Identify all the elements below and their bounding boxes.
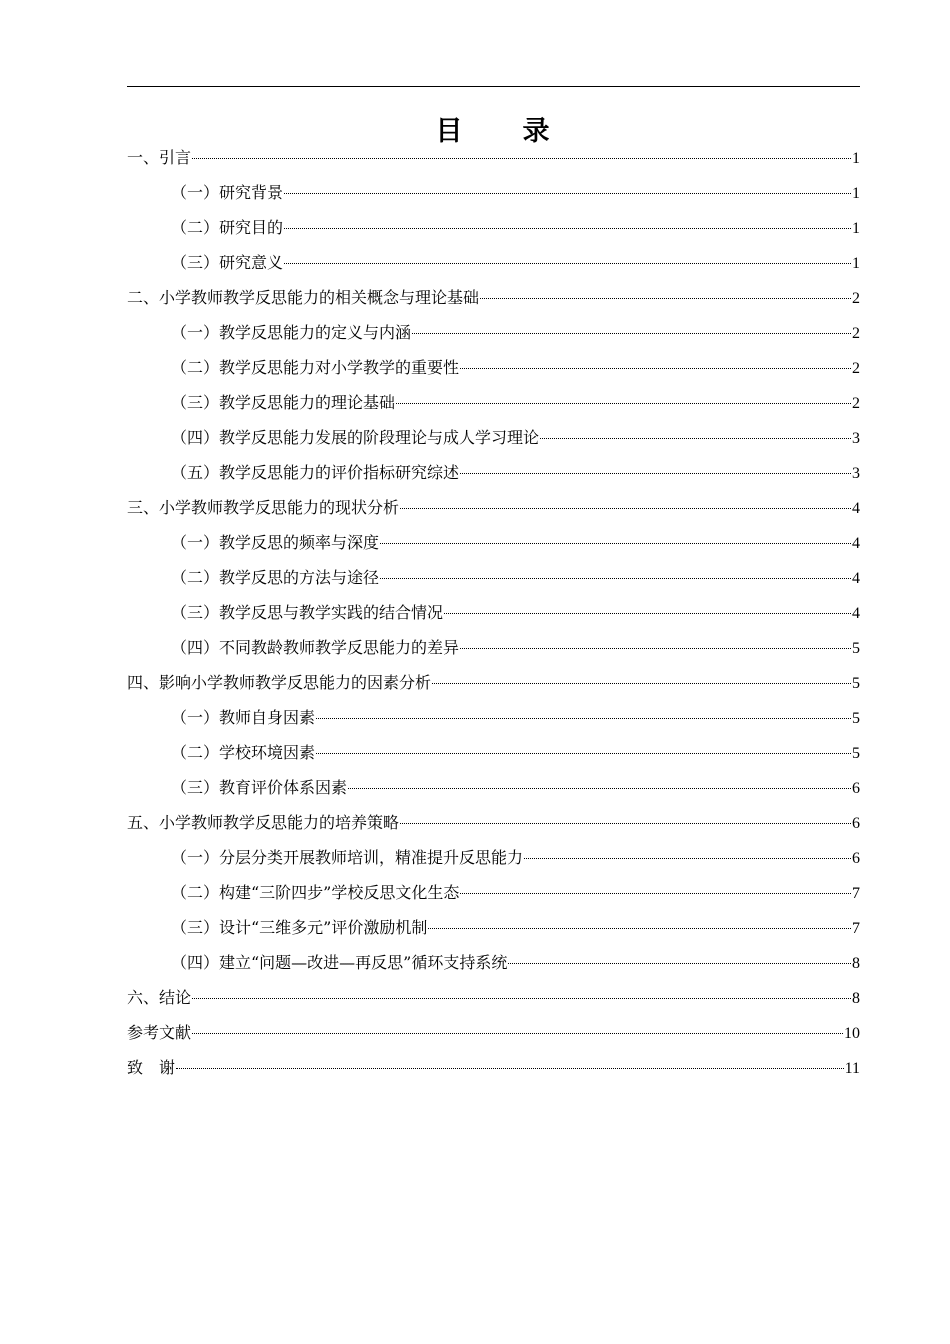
toc-page-number: 8 [852, 955, 860, 972]
toc-page-number: 6 [852, 780, 860, 797]
toc-section-entry[interactable] [127, 525, 860, 560]
toc-page-number: 4 [852, 605, 860, 622]
toc-dot-leader [480, 298, 851, 299]
toc-page-number: 6 [852, 850, 860, 867]
toc-page-number: 5 [852, 640, 860, 657]
toc-dot-leader [284, 228, 851, 229]
toc-page-number: 1 [852, 150, 860, 167]
toc-entry-label: （五）教学反思能力的评价指标研究综述 [171, 463, 460, 482]
toc-dot-leader [540, 438, 851, 439]
toc-section-entry[interactable] [127, 735, 860, 770]
toc-dot-leader [316, 753, 851, 754]
toc-chapter-entry[interactable] [127, 665, 860, 700]
toc-entry-label: （三）教育评价体系因素 [171, 778, 348, 797]
toc-entry-label: 六、结论 [127, 988, 192, 1007]
toc-page-number: 5 [852, 745, 860, 762]
toc-section-entry[interactable] [127, 700, 860, 735]
toc-dot-leader [400, 508, 851, 509]
header-rule [127, 86, 860, 87]
toc-section-entry[interactable] [127, 630, 860, 665]
toc-page-number: 2 [852, 360, 860, 377]
toc-section-entry[interactable] [127, 315, 860, 350]
toc-entry-label: （二）构建“三阶四步”学校反思文化生态 [171, 883, 460, 902]
toc-section-entry[interactable] [127, 175, 860, 210]
toc-dot-leader [400, 823, 851, 824]
toc-entry-label: （一）分层分类开展教师培训，精准提升反思能力 [171, 848, 524, 867]
toc-section-entry[interactable] [127, 595, 860, 630]
toc-page-number: 7 [852, 885, 860, 902]
toc-entry-label: 二、小学教师教学反思能力的相关概念与理论基础 [127, 288, 480, 307]
toc-page-number: 1 [852, 220, 860, 237]
toc-page-number: 1 [852, 255, 860, 272]
toc-chapter-entry[interactable] [127, 490, 860, 525]
toc-entry-label: （四）不同教龄教师教学反思能力的差异 [171, 638, 460, 657]
toc-entry-label: （一）教师自身因素 [171, 708, 316, 727]
toc-page-number: 5 [852, 710, 860, 727]
toc-dot-leader [316, 718, 851, 719]
toc-dot-leader [432, 683, 851, 684]
toc-section-entry[interactable] [127, 245, 860, 280]
toc-dot-leader [284, 193, 851, 194]
toc-entry-label: （一）研究背景 [171, 183, 284, 202]
table-of-contents [127, 140, 860, 1085]
toc-page-number: 3 [852, 465, 860, 482]
toc-section-entry[interactable] [127, 420, 860, 455]
toc-entry-label: （一）教学反思的频率与深度 [171, 533, 380, 552]
toc-page-number: 10 [844, 1025, 860, 1042]
toc-chapter-entry[interactable] [127, 140, 860, 175]
toc-dot-leader [348, 788, 851, 789]
toc-dot-leader [192, 1033, 843, 1034]
toc-section-entry[interactable] [127, 560, 860, 595]
toc-section-entry[interactable] [127, 770, 860, 805]
toc-chapter-entry[interactable] [127, 280, 860, 315]
toc-page-number: 4 [852, 500, 860, 517]
toc-page-number: 2 [852, 290, 860, 307]
toc-entry-label: （二）教学反思能力对小学教学的重要性 [171, 358, 460, 377]
toc-dot-leader [460, 893, 851, 894]
toc-section-entry[interactable] [127, 385, 860, 420]
toc-entry-label: （四）建立“问题—改进—再反思”循环支持系统 [171, 953, 508, 972]
toc-chapter-entry[interactable] [127, 805, 860, 840]
toc-entry-label: 四、影响小学教师教学反思能力的因素分析 [127, 673, 432, 692]
toc-dot-leader [176, 1068, 844, 1069]
toc-dot-leader [192, 158, 851, 159]
toc-chapter-entry[interactable] [127, 980, 860, 1015]
toc-dot-leader [508, 963, 851, 964]
toc-page-number: 8 [852, 990, 860, 1007]
toc-dot-leader [412, 333, 851, 334]
toc-chapter-entry[interactable] [127, 1015, 860, 1050]
toc-dot-leader [444, 613, 851, 614]
toc-page-number: 1 [852, 185, 860, 202]
toc-dot-leader [460, 368, 851, 369]
toc-entry-label: 参考文献 [127, 1023, 192, 1042]
toc-page-number: 4 [852, 535, 860, 552]
toc-entry-label: 一、引言 [127, 148, 192, 167]
toc-section-entry[interactable] [127, 350, 860, 385]
toc-section-entry[interactable] [127, 210, 860, 245]
toc-chapter-entry[interactable] [127, 1050, 860, 1085]
toc-page-number: 7 [852, 920, 860, 937]
toc-page-number: 6 [852, 815, 860, 832]
toc-entry-label: （三）设计“三维多元”评价激励机制 [171, 918, 428, 937]
toc-entry-label: （二）教学反思的方法与途径 [171, 568, 380, 587]
toc-page-number: 2 [852, 325, 860, 342]
toc-dot-leader [284, 263, 851, 264]
toc-page-number: 2 [852, 395, 860, 412]
toc-section-entry[interactable] [127, 945, 860, 980]
toc-entry-label: （二）学校环境因素 [171, 743, 316, 762]
toc-page-number: 11 [844, 1060, 860, 1077]
toc-dot-leader [524, 858, 851, 859]
toc-page-number: 4 [852, 570, 860, 587]
toc-section-entry[interactable] [127, 875, 860, 910]
toc-dot-leader [192, 998, 851, 999]
toc-dot-leader [428, 928, 851, 929]
toc-entry-label: 三、小学教师教学反思能力的现状分析 [127, 498, 400, 517]
toc-entry-label: （一）教学反思能力的定义与内涵 [171, 323, 412, 342]
toc-entry-label: 致 谢 [127, 1058, 176, 1077]
toc-section-entry[interactable] [127, 910, 860, 945]
toc-entry-label: （三）教学反思与教学实践的结合情况 [171, 603, 444, 622]
toc-dot-leader [380, 543, 851, 544]
toc-section-entry[interactable] [127, 455, 860, 490]
toc-entry-label: （三）教学反思能力的理论基础 [171, 393, 396, 412]
toc-entry-label: 五、小学教师教学反思能力的培养策略 [127, 813, 400, 832]
toc-page-number: 3 [852, 430, 860, 447]
toc-dot-leader [396, 403, 851, 404]
toc-section-entry[interactable] [127, 840, 860, 875]
toc-entry-label: （四）教学反思能力发展的阶段理论与成人学习理论 [171, 428, 540, 447]
toc-entry-label: （三）研究意义 [171, 253, 284, 272]
toc-dot-leader [460, 473, 851, 474]
toc-entry-label: （二）研究目的 [171, 218, 284, 237]
toc-dot-leader [380, 578, 851, 579]
toc-title: 目 录 [435, 116, 552, 147]
toc-dot-leader [460, 648, 851, 649]
toc-page-number: 5 [852, 675, 860, 692]
